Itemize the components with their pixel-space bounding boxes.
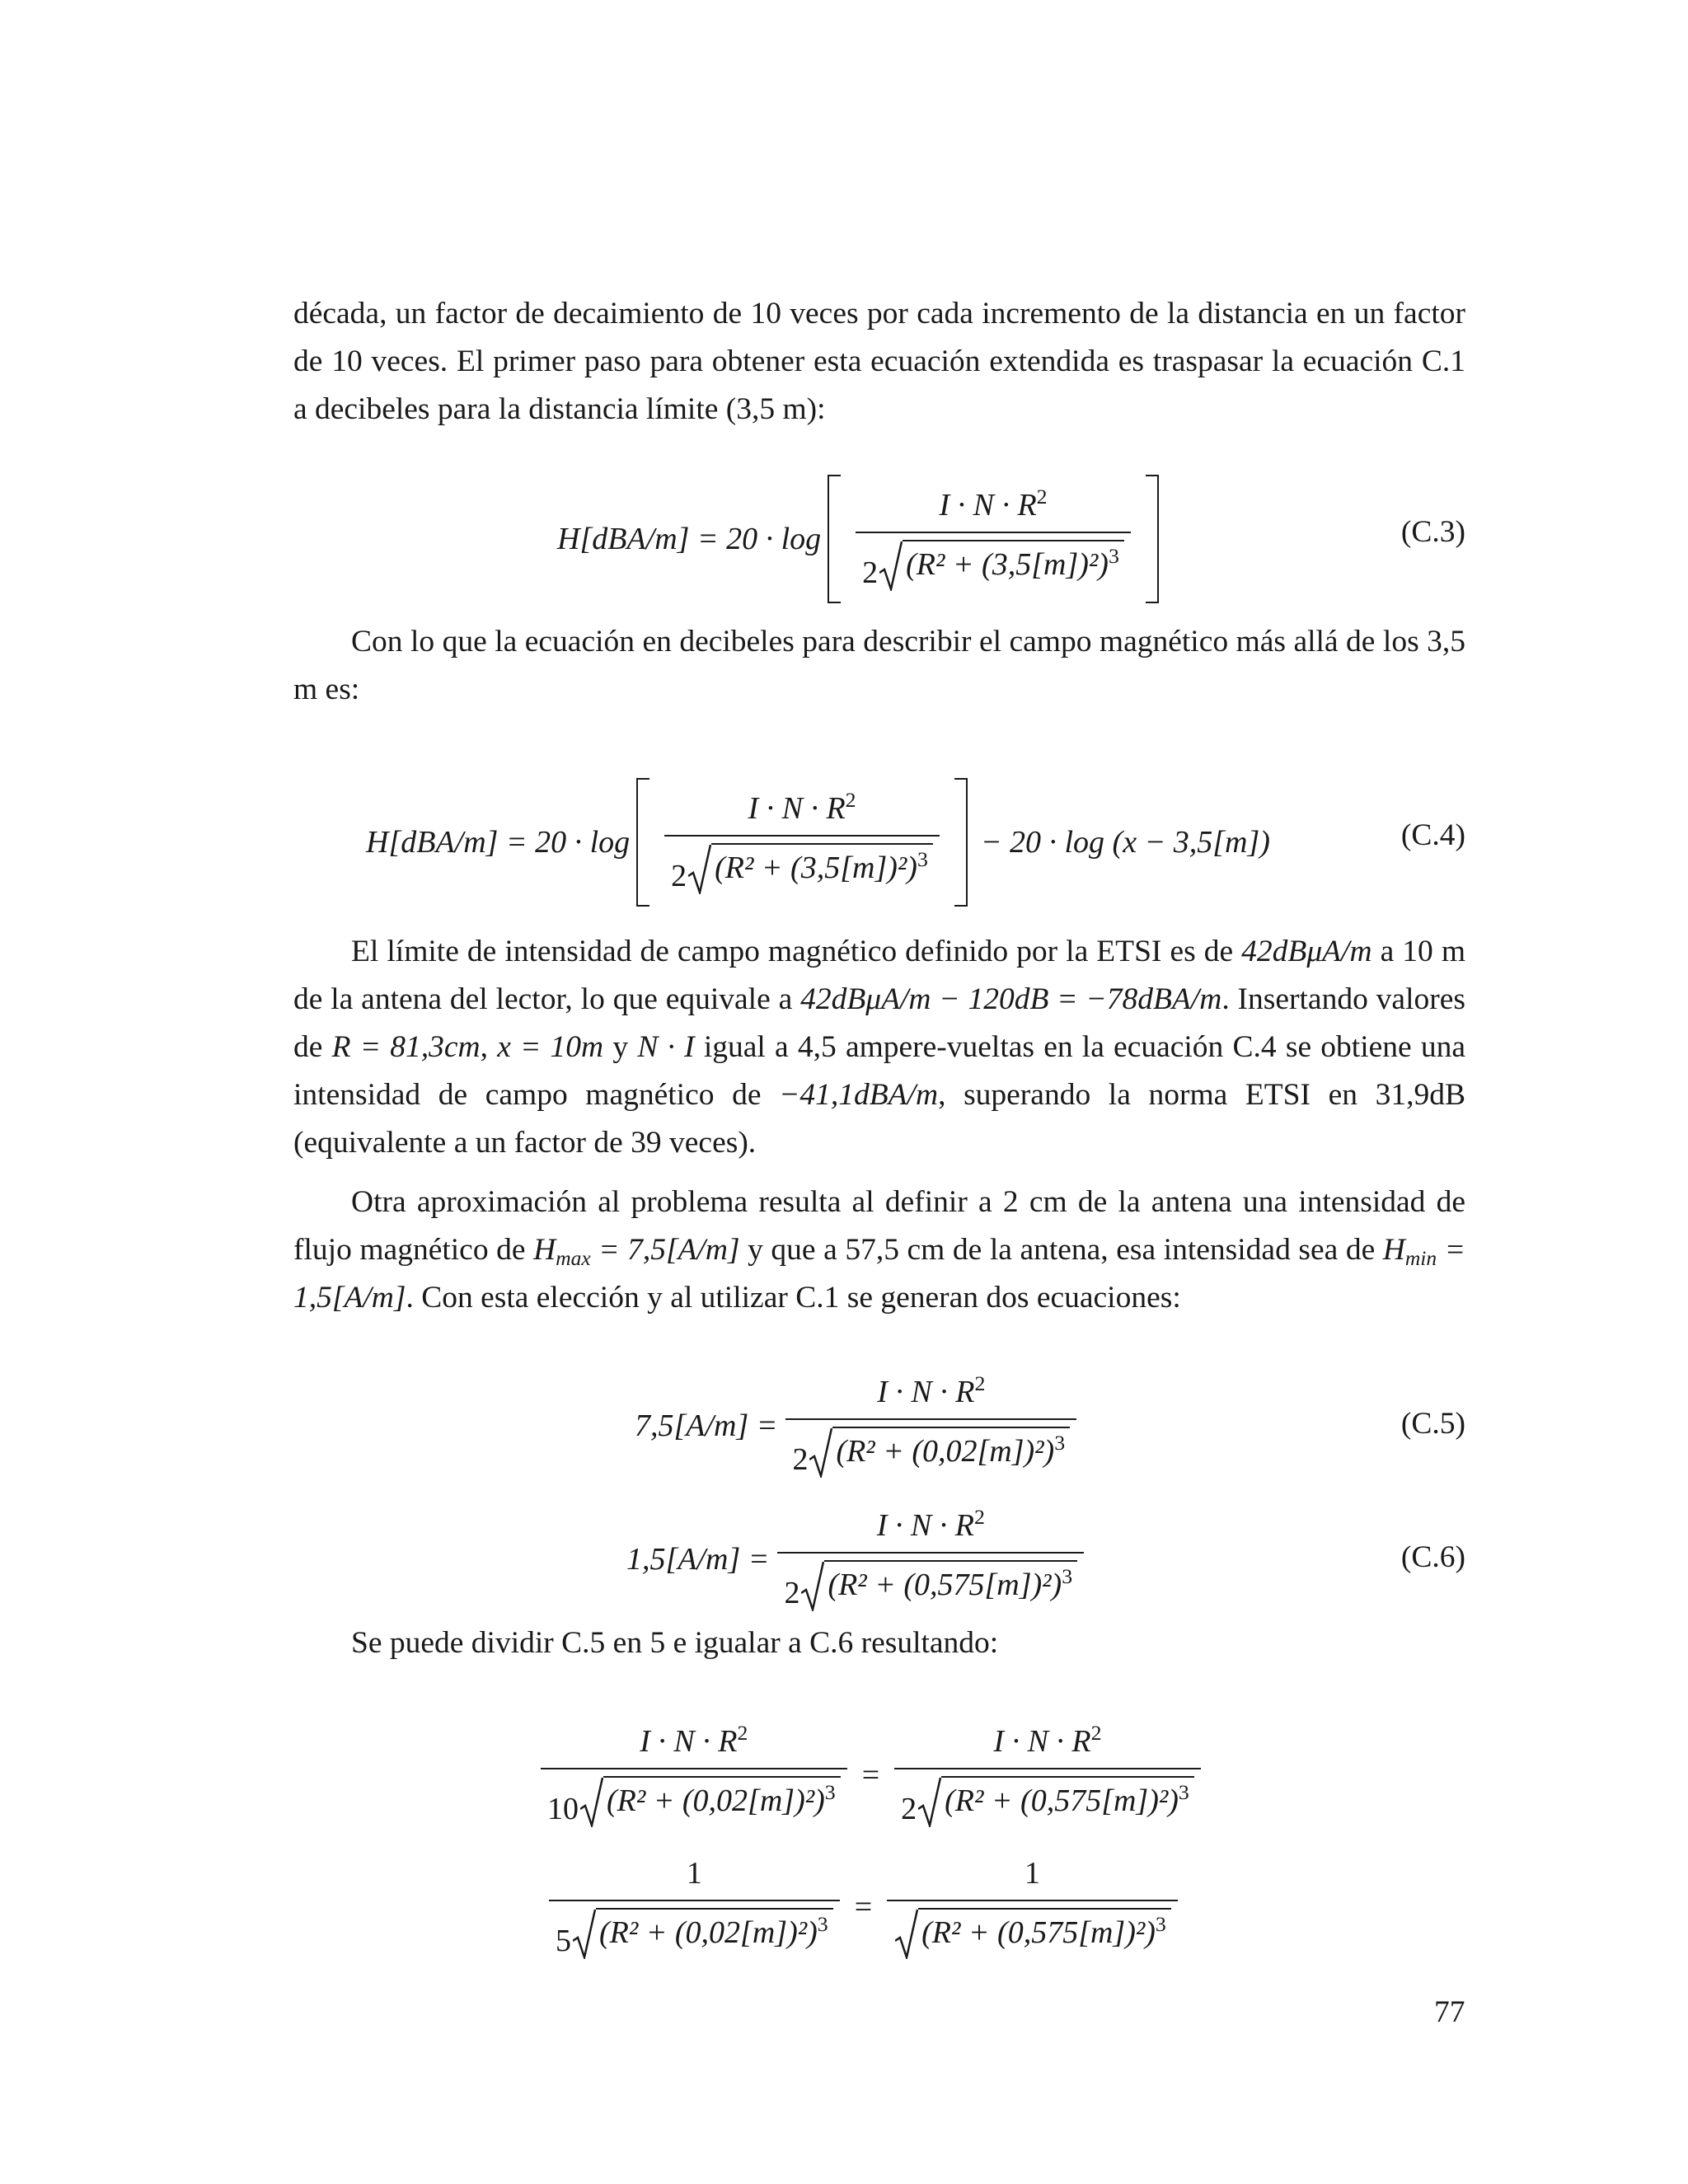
eq-ratio-2-right: $\frac{1}{(R^2 + (0,575[m])^2)^3}$ — [887, 1855, 1178, 1959]
equation-c5 — [293, 1368, 1465, 1483]
equation-ratio-2: 1 5 $(R^2 + (0,02[m])^2)^3$ = $\frac{1}{(R^2 + (0,575[m])^2)^3}$ — [293, 1849, 1465, 1965]
sqrt-symbol: $(R^2 + (0,02[m])^2)^3$ — [809, 1427, 1070, 1478]
paragraph-2: Con lo que la ecuación en decibeles para describir el campo magnético más allá de los 3,5 m es: — [293, 625, 1465, 706]
eq-c3-fraction: $I \cdot N \cdot R^2$ 2 $(R^2 + (3,5[m])^2)^3$ — [856, 487, 1131, 591]
sqrt-symbol: $(R^2 + (0,575[m])^2)^3$ — [918, 1776, 1194, 1827]
left-bracket — [828, 475, 841, 603]
eq-c5-fraction: $I \cdot N \cdot R^2$ 2 $(R^2 + (0,02[m])^2)^3$ — [785, 1374, 1076, 1478]
eq-c5-label: (C.5) — [1400, 1407, 1465, 1441]
sqrt-symbol: $(R^2 + (3,5[m])^2)^3$ — [879, 540, 1124, 591]
eq-c6-label: (C.6) — [1400, 1540, 1465, 1574]
sqrt-symbol: $(R^2 + (0,02[m])^2)^3$ — [573, 1908, 833, 1959]
sqrt-symbol: $(R^2 + (0,575[m])^2)^3$ — [801, 1560, 1077, 1611]
equation-ratio-1: $I \cdot N \cdot R^2$ 10 $(R^2 + (0,02[m])^2)^3$ = $I \cdot N \cdot R^2$ 2 $(R^2 + (0,575[m])^2)^3$ — [293, 1718, 1465, 1833]
eq-c6-lhs: 1,5[A/m] = — [626, 1542, 770, 1577]
paragraph-1: década, un factor de decaimiento de 10 veces por cada incremento de la distancia en un factor de 10 veces. El primer paso para obtener esta ecuación extendida es traspasar la ecuación C.1 a decibeles para la distancia límite (3,5 m): — [293, 297, 1465, 426]
paragraph-3: El límite de intensidad de campo magnético definido por la ETSI es de 42dBμA/m a 10 m de la antena del lector, lo que equivale a 42dBμA/m − 120dB = −78dBA/m. Insertando valores de R = 81,3cm, x = 10m y N · I igual a 4,5 ampere-vueltas en la ecuación C.4 se obtiene una intensidad de campo magnético de −41,1dBA/m, superando la norma ETSI en 31,9dB (equivalente a un factor de 39 veces). — [293, 935, 1466, 1160]
eq-ratio-1-right: $I \cdot N \cdot R^2$ 2 $(R^2 + (0,575[m])^2)^3$ — [894, 1723, 1201, 1827]
right-bracket — [1146, 475, 1159, 603]
paragraph-4: Otra aproximación al problema resulta al definir a 2 cm de la antena una intensidad de flujo magnético de $H_{max} = 7,5[A/m]$ y que a 57,5 cm de la antena, esa intensidad sea de $H_{min} = 1,5[A/m]$. Con esta elección y al utilizar C.1 se generan dos ecuaciones: — [293, 1185, 1465, 1315]
eq-c5-lhs: 7,5[A/m] = — [635, 1408, 778, 1443]
sqrt-symbol: $(R^2 + (3,5[m])^2)^3$ — [688, 843, 933, 894]
paragraph-5: Se puede dividir C.5 en 5 e igualar a C.6 resultando: — [351, 1626, 999, 1660]
sqrt-symbol: $(R^2 + (0,02[m])^2)^3$ — [580, 1776, 841, 1827]
sqrt-symbol: $(R^2 + (0,575[m])^2)^3$ — [895, 1908, 1171, 1959]
page-number: 77 — [1434, 1995, 1465, 2029]
right-bracket — [954, 778, 968, 907]
equation-c4 — [293, 776, 1465, 908]
left-bracket — [636, 778, 649, 907]
equation-c3 — [293, 473, 1465, 605]
eq-c6-fraction: $I \cdot N \cdot R^2$ 2 $(R^2 + (0,575[m])^2)^3$ — [777, 1507, 1084, 1611]
eq-c4-rhs: − 20 · log (x − 3,5[m]) — [980, 825, 1270, 860]
eq-c4-fraction: $I \cdot N \cdot R^2$ 2 $(R^2 + (3,5[m])^2)^3$ — [664, 790, 940, 894]
eq-ratio-1-left: $I \cdot N \cdot R^2$ 10 $(R^2 + (0,02[m])^2)^3$ — [541, 1723, 847, 1827]
eq-c4-label: (C.4) — [1400, 818, 1465, 852]
eq-c3-label: (C.3) — [1400, 515, 1465, 549]
eq-c3-lhs: H[dBA/m] = 20 · log — [557, 522, 822, 556]
equation-c6 — [293, 1502, 1465, 1617]
eq-c4-lhs: H[dBA/m] = 20 · log — [366, 825, 631, 860]
eq-ratio-2-left: 1 5 $(R^2 + (0,02[m])^2)^3$ — [549, 1855, 840, 1959]
